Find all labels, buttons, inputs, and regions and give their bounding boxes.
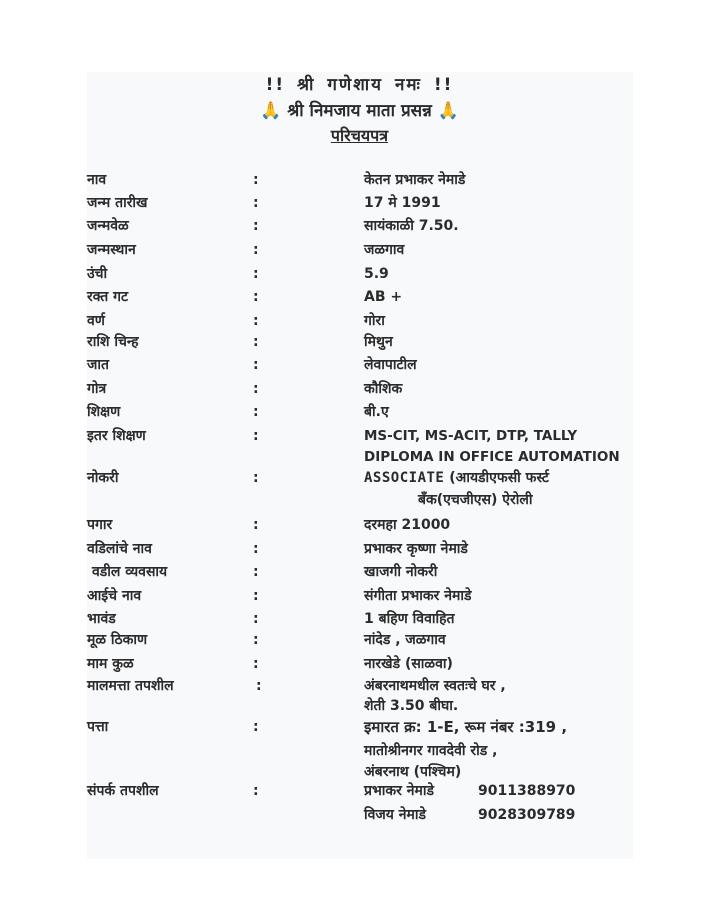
field-colon: : [256,678,262,694]
field-label: राशि चिन्ह [87,334,139,350]
field-label: उंची [87,266,108,282]
field-colon: : [253,656,259,672]
field-colon: : [253,783,259,799]
field-colon: : [253,313,259,329]
field-label: वडील व्यवसाय [92,564,168,580]
field-colon: : [253,428,259,444]
field-value: 17 मे 1991 [364,195,441,211]
field-value: MS-CIT, MS-ACIT, DTP, TALLY [364,428,578,444]
contact-phone: 9011388970 [478,783,576,799]
field-colon: : [253,541,259,557]
field-colon: : [253,611,259,627]
field-value: AB + [364,289,403,305]
field-colon: : [253,242,259,258]
field-colon: : [253,172,259,188]
field-value: गोरा [364,313,385,329]
field-value: इमारत क्र: 1-E, रूम नंबर :319 , [364,718,568,736]
field-colon: : [253,632,259,648]
field-value: सायंकाळी 7.50. [364,218,459,234]
field-colon: : [253,719,259,735]
field-value-line2: DIPLOMA IN OFFICE AUTOMATION [364,449,620,465]
field-colon: : [253,564,259,580]
field-label: जन्मवेळ [87,218,129,234]
field-value: नारखेडे (साळवा) [364,656,453,672]
field-value: प्रभाकर कृष्णा नेमाडे [364,541,468,557]
field-colon: : [253,195,259,211]
field-label: जन्मस्थान [87,242,136,258]
field-colon: : [253,517,259,533]
field-colon: : [253,404,259,420]
field-colon: : [253,218,259,234]
field-value-line2: मातोश्रीनगर गावदेवी रोड , [364,743,498,759]
field-value: खाजगी नोकरी [364,564,438,580]
field-value-line2: बँक(एचजीएस) ऐरोली [418,492,533,508]
contact-name: विजय नेमाडे [364,807,427,823]
field-label: माम कुळ [87,656,134,672]
field-colon: : [253,470,259,486]
field-label: वर्ण [87,313,105,329]
field-label: जन्म तारीख [87,195,148,211]
field-label: नाव [87,172,107,188]
field-value: लेवापाटील [364,357,417,373]
invocation-line: !! श्री गणेशाय नमः !! [265,75,454,95]
field-value: अंबरनाथमधील स्वतःचे घर , [364,678,506,694]
field-value: 5.9 [364,266,389,282]
blessing-line [0,98,719,121]
field-label: वडिलांचे नाव [87,541,152,557]
field-label: गोत्र [87,381,107,397]
field-label: रक्त गट [87,289,129,305]
field-value: मिथुन [364,334,393,350]
field-value: जळगाव [364,242,405,258]
field-label: संपर्क तपशील [87,783,159,799]
field-value: संगीता प्रभाकर नेमाडे [364,588,472,604]
field-colon: : [253,588,259,604]
job-employer: (आयडीएफसी फर्स्ट [444,470,549,486]
field-value: केतन प्रभाकर नेमाडे [364,172,466,188]
field-colon: : [253,289,259,305]
field-colon: : [253,357,259,373]
field-value: नांदेड , जळगाव [364,632,446,648]
job-title: ASSOCIATE [364,470,445,486]
field-value: कौशिक [364,381,403,397]
field-value: बी.ए [364,404,389,420]
folded-hands-icon: 🙏 [260,101,282,121]
field-value-line3: अंबरनाथ (पश्चिम) [364,764,462,780]
field-value: दरमहा 21000 [364,517,451,533]
field-label: पगार [87,517,113,533]
field-label: इतर शिक्षण [87,428,146,444]
field-label: आईचे नाव [87,588,142,604]
field-label: जात [87,357,109,373]
contact-name: प्रभाकर नेमाडे [364,783,435,799]
field-value [364,468,549,488]
field-value-line2: शेती 3.50 बीघा. [364,698,459,714]
field-colon: : [253,266,259,282]
field-label: मालमत्ता तपशील [87,678,174,694]
field-colon: : [253,334,259,350]
field-value: 1 बहिण विवाहित [364,611,455,627]
field-label: मूळ ठिकाण [87,632,148,648]
document-title: परिचयपत्र [330,126,389,145]
field-label: नोकरी [87,470,119,486]
field-label: शिक्षण [87,404,121,420]
field-colon: : [253,381,259,397]
blessing-text: श्री निमजाय माता प्रसन्न [287,101,432,121]
contact-phone: 9028309789 [478,807,576,823]
field-label: भावंड [87,611,116,627]
folded-hands-icon: 🙏 [437,101,459,121]
field-label: पत्ता [87,719,109,735]
